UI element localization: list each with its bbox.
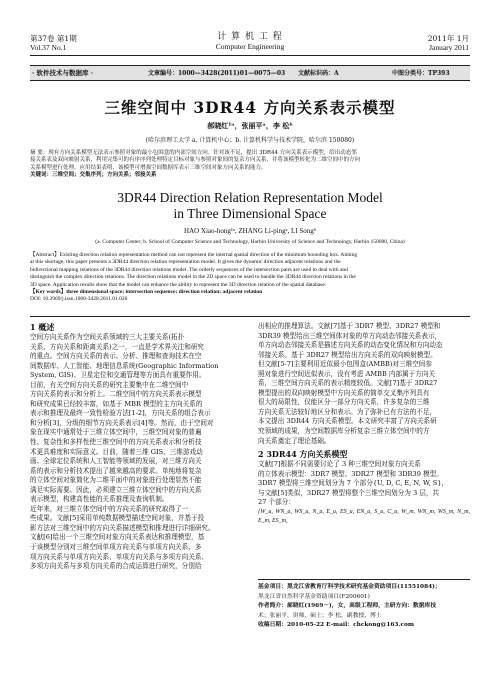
body-line: 象在现实中通常处于三维立体空间中，三维空间对象的普遍 xyxy=(30,428,202,437)
body-line: 模型提出的双向映射模型中方向关系的简单交叉集序列具有 xyxy=(258,388,430,397)
issue-date xyxy=(428,34,469,52)
document-code: 文献标识码：A xyxy=(298,70,339,77)
date-cn: 2011年 1月 xyxy=(427,34,469,43)
body-line: 近年来，对三维立体空间中的方向关系的研究取得了一 xyxy=(30,504,189,513)
keywords-en: 【Key words】three dimensional space; intersection sequence; direction relation; adjacent relation xyxy=(30,289,263,296)
body-line: 究领域的成果，为空间数据库分析复杂三维立体空间中的方 xyxy=(258,427,430,436)
title-cn: 三维空间中 3DR44 方向关系表示模型 xyxy=(104,98,396,117)
body-line: 系，三维空间方向关系的表示精度较低。文献[7]基于 3DR27 xyxy=(258,379,438,388)
body-line: 文献[6]给出一个三维空间对象方向关系表达和推理模型，基 xyxy=(30,533,205,542)
volume-cn: 第37卷 第1期 xyxy=(30,34,77,43)
footnote-line: 基金项目：黑龙江省教育厅科学技术研究基金资助项目(11551084)； xyxy=(258,584,441,590)
abstract-en-line: distinguish the complex direction relations. The direction relations model in the 2D space can be used to handle the 3DR44 direction relations in the xyxy=(30,274,356,281)
date-en: January 2011 xyxy=(429,43,469,52)
right-column xyxy=(258,322,470,527)
body-line: 27 个部分： xyxy=(258,498,295,507)
body-line: 项方向关系与单项方向关系、单项方向关系与多项方向关系、 xyxy=(30,552,209,561)
column-name: · 软件技术与数据库 · xyxy=(32,69,94,77)
section-1-heading: 1 概述 xyxy=(30,322,55,332)
body-line: 但文献[5-7]主要利用近似最小包围盒(AMBB)对三维空间参 xyxy=(258,360,432,369)
abstract-en xyxy=(30,252,470,304)
body-line: 文献[7]根据不同需要讨论了 3 种三维空间对象方向关系 xyxy=(258,460,421,469)
body-line: 的立体表示模型：3DR7 模型、3DR27 模型和 3DR39 模型。 xyxy=(258,469,443,478)
body-line: 出相应的推理算法。文献[7]基于 3DR7 模型、3DR27 模型和 xyxy=(258,322,441,330)
body-line: 单方向动态邻接关系是描述方向关系的动态变化情况和方向动态 xyxy=(258,341,443,350)
body-line: 满足实际需要。因此，必须建立三维立体空间中的方向关系 xyxy=(30,485,202,494)
abstract-en-line: 【Abstract】Existing direction relation representation method can not represent the internal spatial direction of the minimum bounding box. Aiming xyxy=(30,252,358,258)
body-line: 些成果。文献[5]采用单纯数据模型描述空间对象，并基于投 xyxy=(30,514,205,523)
body-line: 本文提出 3DR44 方向关系模型。本文研究丰富了方向关系研 xyxy=(258,417,437,426)
body-line: 方向关系的表示和分析上。二维空间中的方向关系表示模型 xyxy=(30,390,202,399)
footnote-line: 作者简介：郝晓红(1969－)，女，高级工程师，主研方向：数据库技 xyxy=(258,603,437,609)
journal-name xyxy=(150,33,350,51)
body-line: 3DR7 模型将三维空间划分为 7 个部分{U, D, C, E, N, W, S}， xyxy=(258,479,449,488)
footnotes xyxy=(258,583,470,631)
title-en-line-1: 3DR44 Direction Relation Representation Model xyxy=(117,190,383,205)
body-line: 多项方向关系与多项方向关系的合成运算进行研究，分别给 xyxy=(30,562,202,571)
body-line: 方向关系无法较好地区分和表示。为了弥补已有方法的不足， xyxy=(258,407,437,416)
body-line: 照对象进行空间近似表示，没有考虑 AMBB 内部属于方向关 xyxy=(258,369,436,378)
body-line: 关系、方向关系和距离关系)之一，一直是学术界关注和研究 xyxy=(30,342,205,351)
footnote-line: 收稿日期：2010-05-22 E-mail：chckong@163.com xyxy=(258,622,414,628)
title-en xyxy=(30,190,470,222)
body-line: 3DR39 模型给出三维空间体对象的单方向动态邻接关系表示， xyxy=(258,331,442,340)
keywords-cn: 关键词：三维空间；交集序列；方向关系；邻接关系 xyxy=(30,172,157,179)
journal-cn: 计 算 机 工 程 xyxy=(217,32,283,42)
body-line: 系的表示和分析技术提出了越来越高的要求。单纯地将复杂 xyxy=(30,466,202,475)
body-line: 性、复杂性和多样性使三维空间中的方向关系表示和分析技 xyxy=(30,438,202,447)
volume-issue xyxy=(30,34,77,52)
volume-en: Vol.37 No.1 xyxy=(30,43,67,52)
footnote-line: 术；张丽平，讲师、硕士；李 松，副教授、博士 xyxy=(258,612,382,619)
doi: DOI: 10.3969/j.issn.1000-3428.2011.01.026 xyxy=(30,296,128,303)
section-2-heading: 2 3DR44 方向关系模型 xyxy=(258,449,348,460)
body-line: 与文献[5]类似，3DR27 模型将整个三维空间划分为 3 层，共 xyxy=(258,488,440,497)
body-line: 目前，有关空间方向关系的研究主要集中在二维空间中 xyxy=(30,380,189,389)
footnote-rule xyxy=(258,579,470,580)
body-line: System, GIS)、卫星定位和交通管理等方面具有重要作用。 xyxy=(30,371,206,380)
authors-en: HAO Xiao-hong¹ᵃ, ZHANG Li-pingᵃ, LI Songᵇ xyxy=(184,227,316,235)
body-line: 很大的局限性，仅能区分一部分方向关系，许多复杂的三维 xyxy=(258,398,430,407)
body-line: 向关系奠定了理论基础。 xyxy=(258,436,331,445)
body-line: 于该模型分别对三维空间单项方向关系与单项方向关系、多 xyxy=(30,543,202,552)
abstract-rule xyxy=(30,316,470,317)
body-line: 和分析[3]，分级的细节方向关系表示[4]等。然而，由于空间对 xyxy=(30,418,214,427)
body-line: 空间方向关系作为空间关系领域的三大主要关系(拓扑 xyxy=(30,333,185,341)
body-line: 和研究成果已经较丰富，如基于 MBR 模型的主方向关系的 xyxy=(30,399,203,408)
abstract-cn-line: 接关系表及双向映射关系，利用完集可的有序序列处理特定目标对象与参照对象间的复杂方向关系，并将该模型转化为二维空间中的方向 xyxy=(30,157,361,164)
body-line: 的立体空间对象简化为二维平面中的对象进行处理显然不能 xyxy=(30,476,202,485)
body-line: 邻接关系。基于 3DR27 模型给出方向关系的双向映射模型。 xyxy=(258,350,437,359)
abstract-cn-line: 摘 要：现有方向关系模型无法表示参照对象的最小包围盒的内部空间方向。针对该不足，提出 3DR44 方向关系表示模型，给出动态邻 xyxy=(30,150,357,156)
body-line: 影方法对三维空间中的方向关系描述模型和推理进行详细研究。 xyxy=(30,523,215,532)
left-column xyxy=(30,322,242,572)
body-line: 的重点。空间方向关系的表示、分析、推理和查询技术在空 xyxy=(30,352,202,361)
header-rule xyxy=(30,55,470,56)
affiliation-en: (a. Computer Center; b. School of Computer Science and Technology, Harbin University of Science and Technology, Harbin 150080, China) xyxy=(95,239,405,245)
affiliation-cn: (哈尔滨理工大学 a. 计算机中心；b. 计算机科学与技术学院，哈尔滨 150080) xyxy=(145,137,355,144)
title-en-line-2: in Three Dimensional Space xyxy=(173,206,327,221)
article-number: 文章编号：1000—3428(2011)01—0075—03 xyxy=(148,70,286,77)
body-line: 画、全球定位系统和人工智能等领域的发展，对三维方向关 xyxy=(30,457,202,466)
body-line: 术更具难度和实际意义。目前，随着三维 GIS、三维游戏动 xyxy=(30,447,203,456)
abstract-en-line: 3D space. Application results show that the model can enhance the ability to represent the 3D direction relation of the spatial database. xyxy=(30,281,327,288)
abstract-cn-line: 关系模型进行处理。应用结果表明，该模型可增强空间数据库表示三维空间对象方向关系的能力。 xyxy=(30,164,267,171)
abstract-cn xyxy=(30,150,470,180)
footnote-line: 黑龙江省自然科学基金资助项目(F200601) xyxy=(258,593,370,600)
body-line: 表示模型，构建高性能的关系推理及查询机制。 xyxy=(30,495,169,504)
abstract-en-line: at this shortage, this paper presents a 3DR44 direction relation representation model. It gives the dynamic direction adjacent relations and the xyxy=(30,259,341,266)
journal-en: Computer Engineering xyxy=(215,42,285,51)
authors-cn: 郝晓红¹ᵃ，张丽平ᵃ，李 松ᵇ xyxy=(207,121,293,130)
abstract-en-line: bidirectional mapping relations of the 3DR44 direction relations model. The orderly sequences of the intersection pairs are used to deal with and xyxy=(30,266,348,273)
body-line: 表示和推理及最终一致性检验方法[1-2]，方向关系的组合表示 xyxy=(30,409,211,418)
classification-number: 中图分类号：TP393 xyxy=(392,70,450,77)
body-line: 间数据库、人工智能、地理信息系统(Geographic Information xyxy=(30,361,219,370)
formula: {W_u, WN_u, WS_u, N_u, E_u, ES_u, EN_u, S_u, C_u, W_m, WN_m, WS_m, N_m, E_m, ES_m, xyxy=(258,508,470,525)
